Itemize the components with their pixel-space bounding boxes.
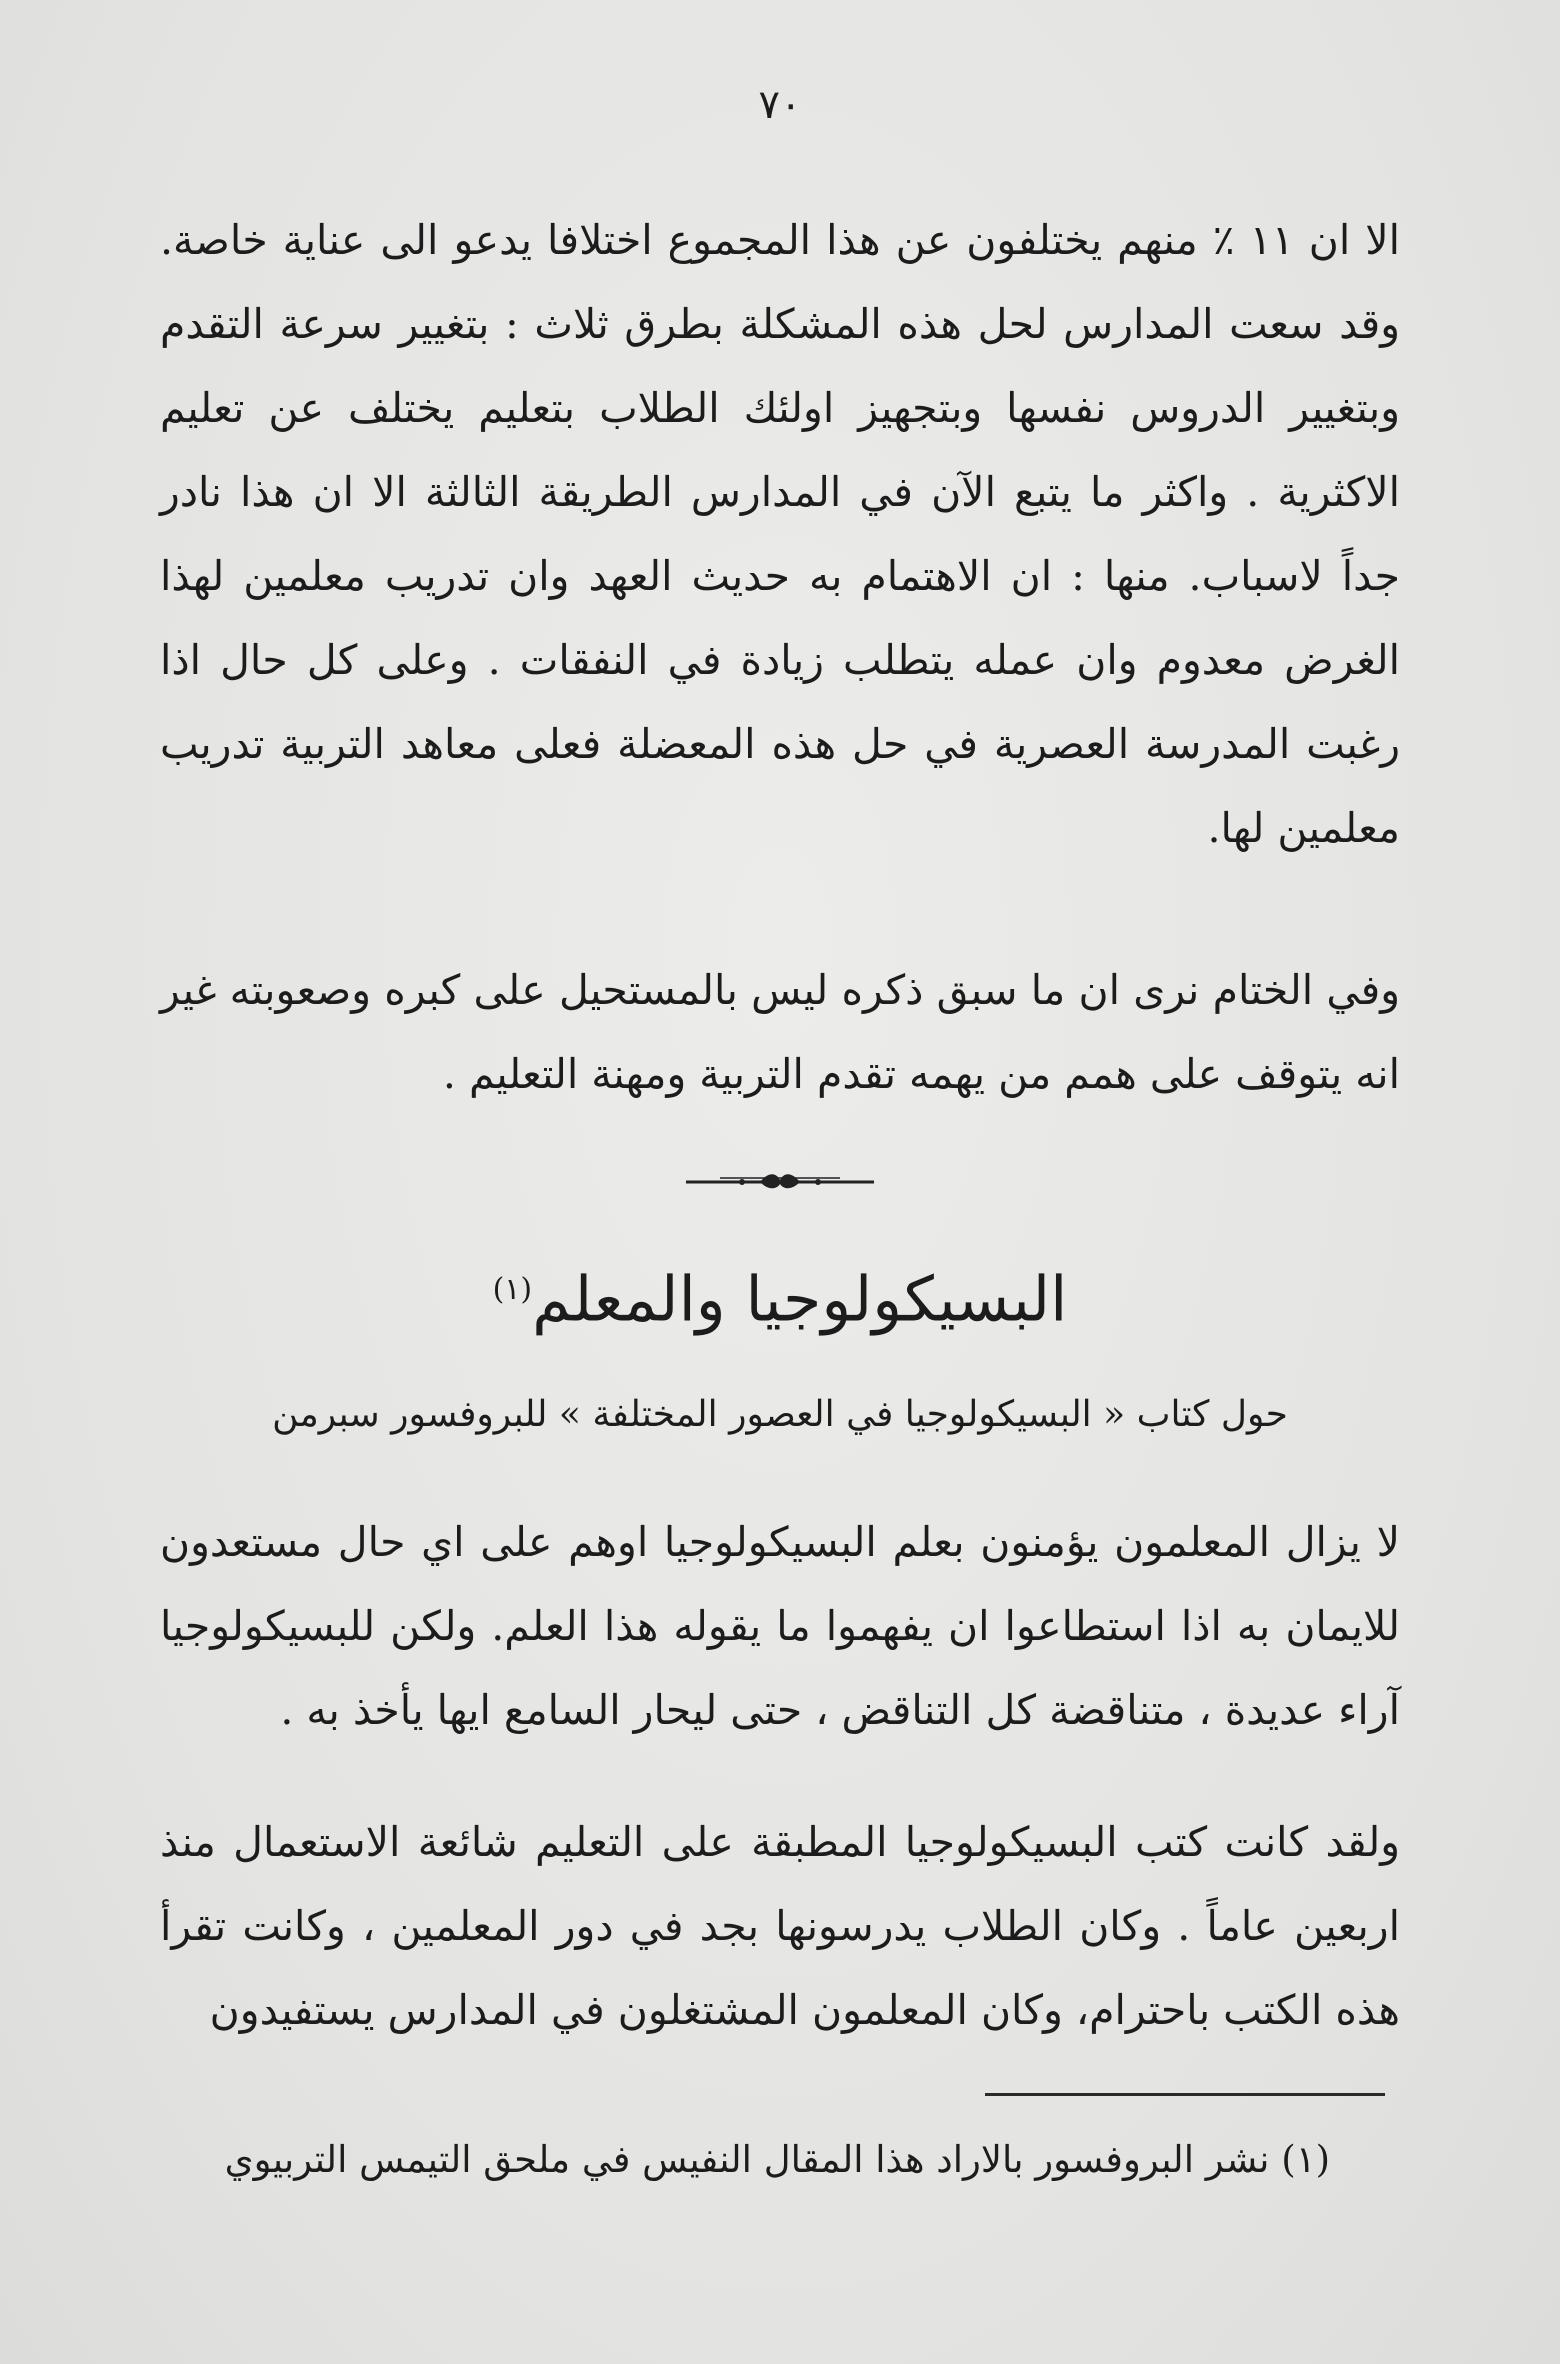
paragraph-text: لا يزال المعلمون يؤمنون بعلم البسيكولوجيا اوهم على اي حال مستعدون للايمان به اذا استطاعوا ان يفهموا ما يقوله هذا العلم. ولكن للبسيكولوجيا آراء عديدة ، متناقضة كل التناقض ، حتى ليحار السامع ايها يأخذ به . <box>160 1518 1400 1734</box>
footnote-text: نشر البروفسور بالاراد هذا المقال النفيس في ملحق التيمس التربيوي <box>224 2138 1270 2181</box>
paragraph-special-needs <box>160 198 1400 870</box>
article-subtitle: حول كتاب « البسيكولوجيا في العصور المختلفة » للبروفسور سبرمن <box>272 1394 1288 1435</box>
paragraph-text: وفي الختام نرى ان ما سبق ذكره ليس بالمستحيل على كبره وصعوبته غير انه يتوقف على همم من يهمه تقدم التربية ومهنة التعليم . <box>160 966 1400 1098</box>
footnote-divider <box>985 2093 1385 2096</box>
title-footnote-marker: (١) <box>492 1272 533 1307</box>
paragraph-text: الا ان ١١ ٪ منهم يختلفون عن هذا المجموع اختلافا يدعو الى عناية خاصة. وقد سعت المدارس لحل هذه المشكلة بطرق ثلاث : بتغيير سرعة التقدم وبتغيير الدروس نفسها وبتجهيز اولئك الطلاب بتعليم يختلف عن تعليم الاكثرية . واكثر ما يتبع الآن في المدارس الطريقة الثالثة الا ان هذا نادر جداً لاسباب. منها : ان الاهتمام به حديث العهد وان تدريب معلمين لهذا الغرض معدوم وان عمله يتطلب زيادة في النفقات . وعلى كل حال اذا رغبت المدرسة العصرية في حل هذه المعضلة فعلى معاهد التربية تدريب معلمين لها. <box>160 216 1400 852</box>
section-divider-ornament-icon <box>680 1166 880 1196</box>
article-title-text: البسيكولوجيا والمعلم <box>532 1262 1068 1336</box>
footnote <box>160 2125 1330 2195</box>
paragraph-conclusion <box>160 948 1400 1116</box>
paragraph-text: ولقد كانت كتب البسيكولوجيا المطبقة على التعليم شائعة الاستعمال منذ اربعين عاماً . وكان الطلاب يدرسونها بجد في دور المعلمين ، وكانت تقرأ هذه الكتب باحترام، وكان المعلمون المشتغلون في المدارس يستفيدون <box>160 1818 1400 2034</box>
page-number: ٧٠ <box>758 82 802 128</box>
paragraph-history <box>160 1800 1400 2052</box>
article-title <box>160 1240 1400 1350</box>
footnote-marker: (١) <box>1281 2138 1330 2181</box>
paragraph-intro <box>160 1500 1400 1752</box>
